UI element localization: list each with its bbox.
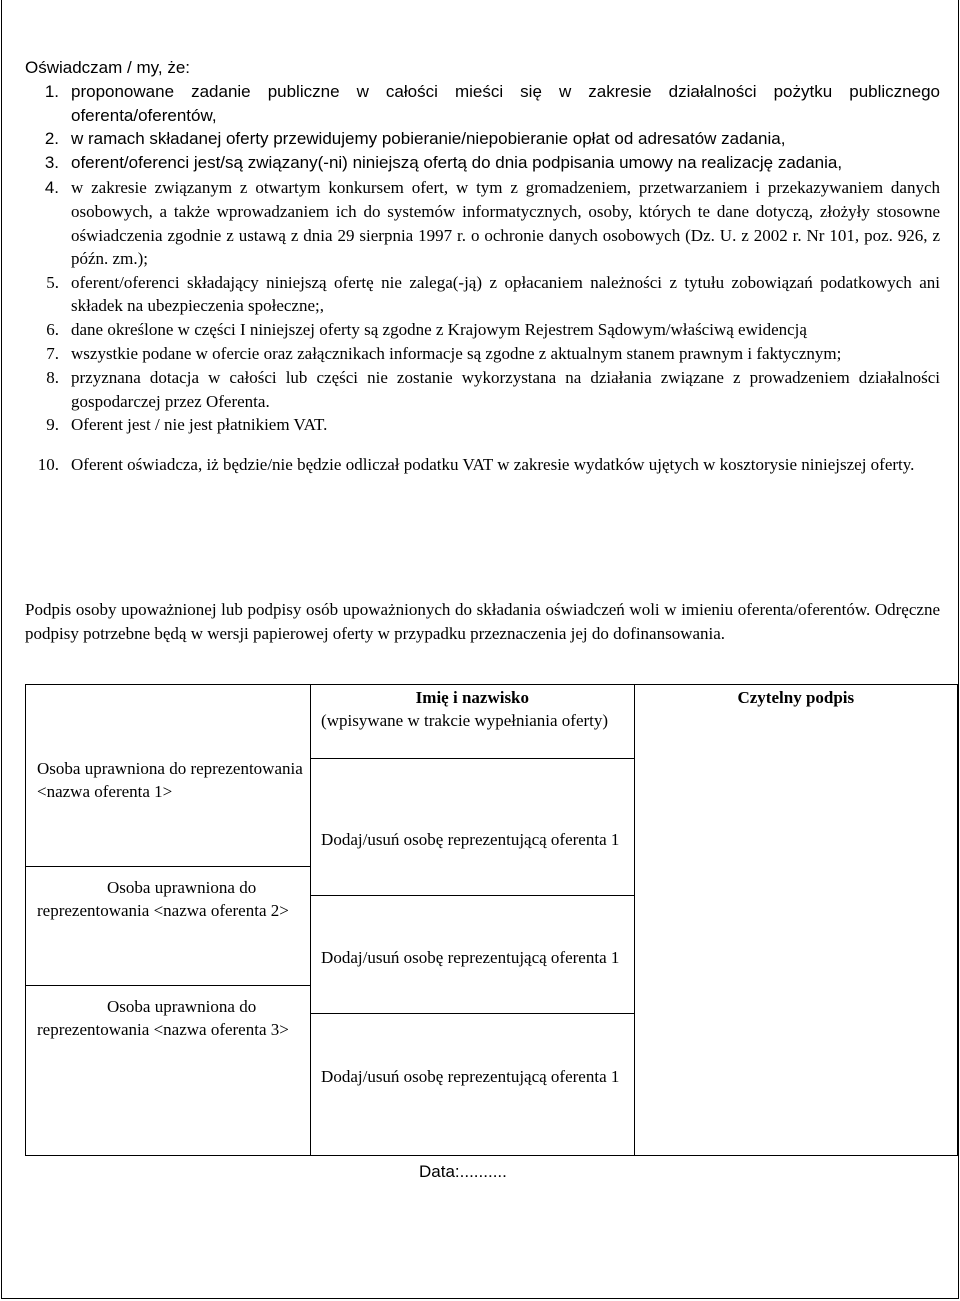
- declaration-item: [25, 127, 940, 151]
- row-divider: [311, 758, 634, 759]
- item-number: 7.: [46, 343, 59, 363]
- item-text: Oferent oświadcza, iż będzie/nie będzie odliczał podatku VAT w zakresie wydatków ujętych w kosztorysie niniejszej oferty.: [71, 454, 915, 474]
- declaration-item: [25, 342, 940, 366]
- row-divider: [311, 895, 634, 896]
- item-number: 5.: [46, 272, 59, 292]
- add-remove-person-link[interactable]: Dodaj/usuń osobę reprezentującą oferenta 1: [321, 830, 620, 849]
- item-number: 6.: [46, 319, 59, 339]
- date-field: Data:..........: [419, 1162, 507, 1181]
- item-text: oferent/oferenci składający niniejszą ofertę nie zalega(-ją) z opłacaniem należności z tytułu zobowiązań podatkowych ani składek na ubezpieczenia społeczne;,: [71, 272, 940, 316]
- add-remove-person-link[interactable]: Dodaj/usuń osobę reprezentującą oferenta 1: [321, 948, 620, 967]
- row-divider: [311, 1013, 634, 1014]
- row-divider: [26, 866, 310, 867]
- declaration-list: [25, 80, 940, 477]
- signature-column-header: Czytelny podpis: [737, 688, 855, 707]
- declaration-item: [25, 80, 940, 127]
- name-column-hint: (wpisywane w trakcie wypełniania oferty): [321, 711, 609, 730]
- declaration-item: [25, 413, 940, 437]
- item-text: proponowane zadanie publiczne w całości mieści się w zakresie działalności pożytku publicznego oferenta/oferentów,: [71, 82, 940, 125]
- item-number: 1.: [44, 82, 59, 101]
- item-number: 4.: [44, 178, 59, 198]
- name-column-header: Imię i nazwisko: [415, 688, 530, 707]
- declaration-item: [25, 366, 940, 413]
- declaration-item: [25, 318, 940, 342]
- person-label: Osoba uprawniona do reprezentowania <nazwa oferenta 3>: [37, 997, 289, 1039]
- add-remove-person-link[interactable]: Dodaj/usuń osobę reprezentującą oferenta 1: [321, 1067, 620, 1086]
- item-text: Oferent jest / nie jest płatnikiem VAT.: [71, 415, 328, 435]
- person-label: Osoba uprawniona do reprezentowania <nazwa oferenta 2>: [37, 878, 289, 920]
- document-page: [1, 0, 959, 1299]
- signature-note: Podpis osoby upoważnionej lub podpisy osób upoważnionych do składania oświadczeń woli w imieniu oferenta/oferentów. Odręczne podpisy potrzebne będą w wersji papierowej oferty w przypadku przeznaczenia jej do dofinansowania.: [25, 600, 940, 643]
- item-text: przyznana dotacja w całości lub części nie zostanie wykorzystana na działania związane z prowadzeniem działalności gospodarczej przez Oferenta.: [71, 368, 940, 411]
- declaration-item: [25, 271, 940, 318]
- item-text: wszystkie podane w ofercie oraz załącznikach informacje są zgodne z aktualnym stanem prawnym i faktycznym;: [71, 343, 842, 363]
- item-text: w zakresie związanym z otwartym konkursem ofert, w tym z gromadzeniem, przetwarzaniem i przekazywaniem danych osobowych, a także wprowadzaniem ich do systemów informatycznych, osoby, których te dane dotyczą, złożyły stosowne oświadczenia zgodnie z ustawą z dnia 29 sierpnia 1997 r. o ochronie danych osobowych (Dz. U. z 2002 r. Nr 101, poz. 926, z późn. zm.);: [71, 178, 940, 269]
- item-text: oferent/oferenci jest/są związany(-ni) niniejszą ofertą do dnia podpisania umowy na realizację zadania,: [71, 152, 843, 172]
- declaration-item: [25, 176, 940, 270]
- name-column: [311, 685, 635, 1156]
- signature-column: [634, 685, 957, 1156]
- item-number: 9.: [46, 415, 59, 435]
- declaration-item: [25, 453, 940, 477]
- item-text: dane określone w części I niniejszej oferty są zgodne z Krajowym Rejestrem Sądowym/właściwą ewidencją: [71, 319, 807, 339]
- declaration-item: [25, 151, 940, 175]
- item-number: 3.: [44, 152, 59, 172]
- item-number: 2.: [44, 129, 59, 149]
- declaration-heading: Oświadczam / my, że:: [25, 58, 190, 77]
- item-text: w ramach składanej oferty przewidujemy pobieranie/niepobieranie opłat od adresatów zadania,: [71, 129, 786, 149]
- item-number: 10.: [37, 454, 59, 474]
- row-divider: [26, 985, 310, 986]
- persons-column: [26, 685, 311, 1156]
- person-label: Osoba uprawniona do reprezentowania <nazwa oferenta 1>: [37, 759, 303, 801]
- item-number: 8.: [46, 368, 59, 388]
- signature-table: [25, 684, 958, 1156]
